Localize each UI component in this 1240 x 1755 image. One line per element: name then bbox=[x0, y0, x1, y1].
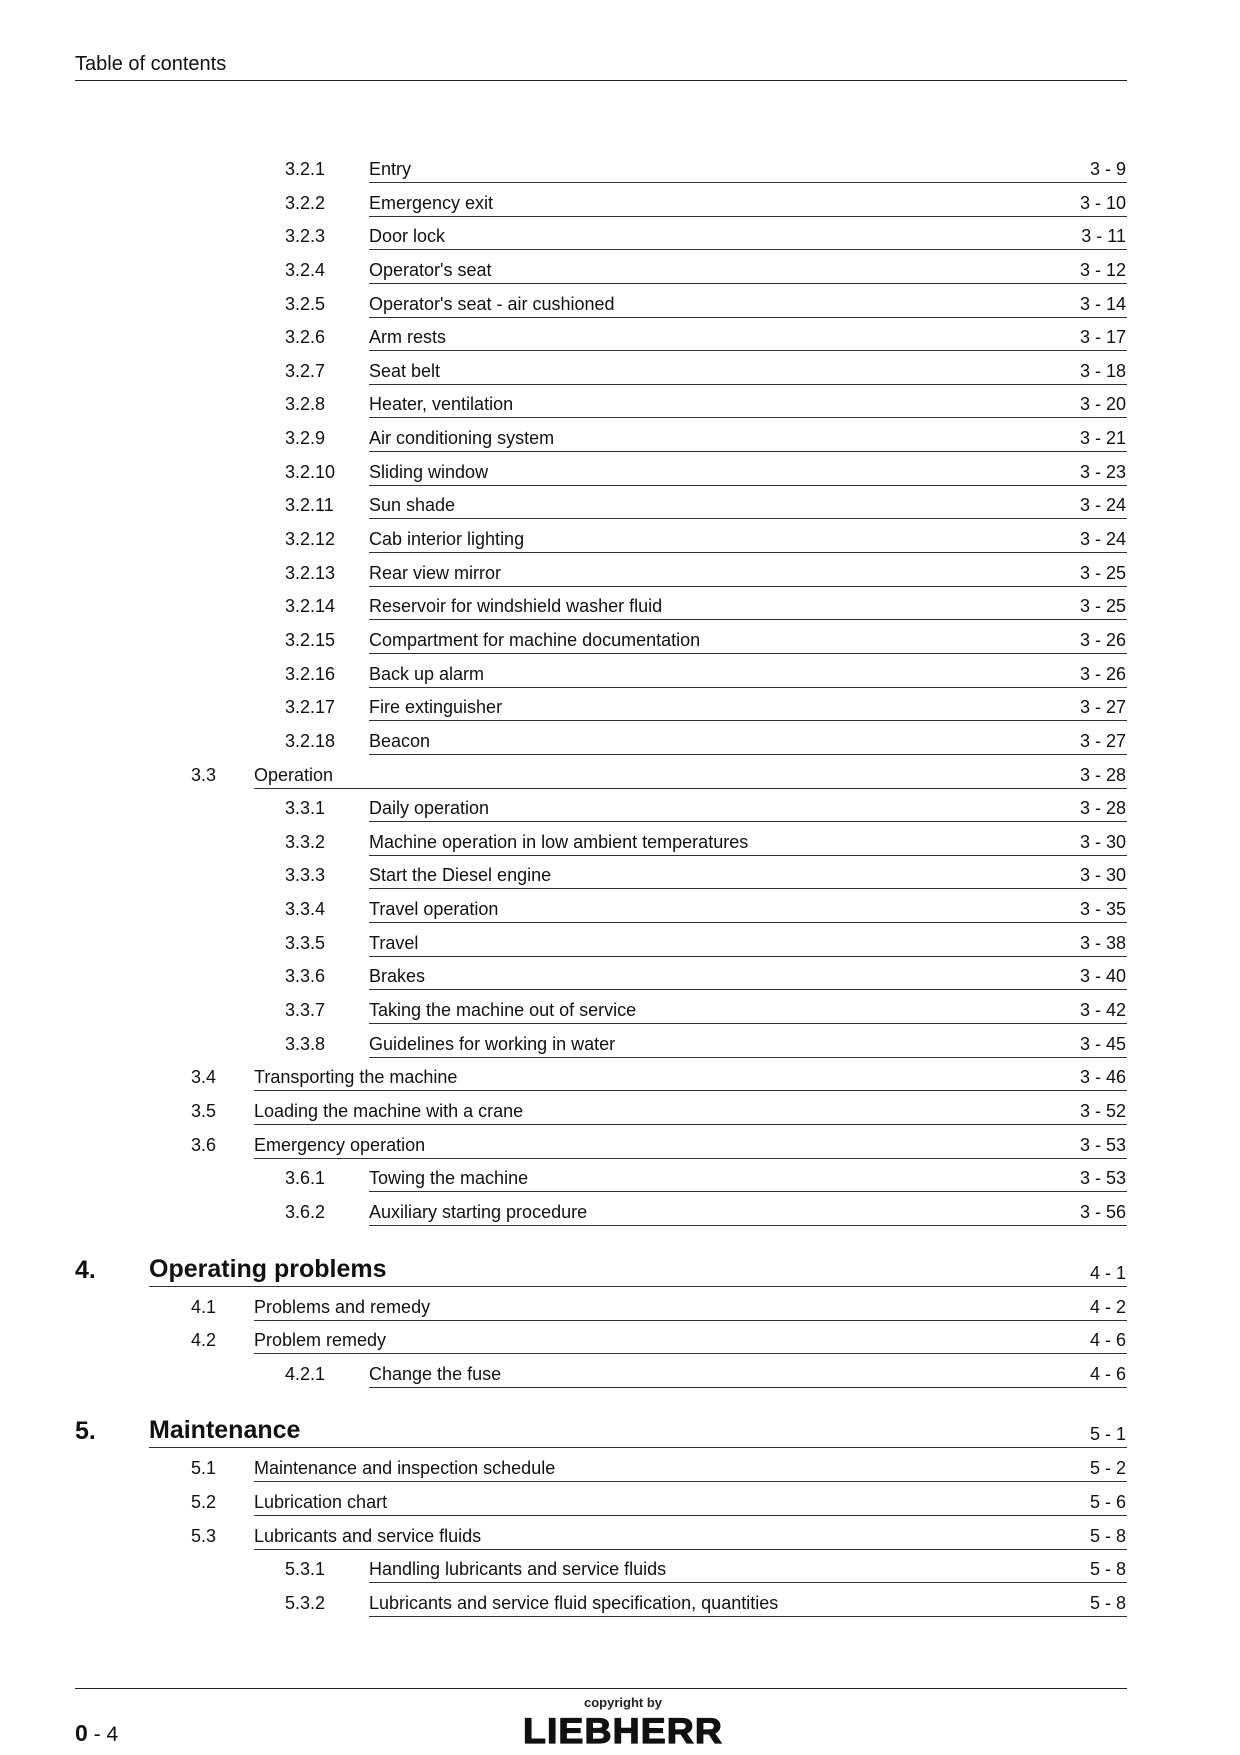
toc-page: 5 - 1 bbox=[1089, 1424, 1126, 1445]
toc-entry-line bbox=[369, 897, 1127, 923]
toc-row[interactable] bbox=[0, 489, 1240, 523]
section-gap bbox=[0, 1230, 1240, 1253]
toc-entry-line bbox=[369, 359, 1127, 385]
toc-title: Operator's seat bbox=[369, 259, 492, 280]
toc-entry-line bbox=[369, 157, 1127, 183]
toc-title: Maintenance and inspection schedule bbox=[254, 1458, 556, 1479]
toc-row[interactable] bbox=[0, 1587, 1240, 1621]
toc-entry-line bbox=[369, 1591, 1127, 1617]
toc-row[interactable] bbox=[0, 220, 1240, 254]
toc-page: 3 - 46 bbox=[1079, 1067, 1126, 1088]
toc-row[interactable] bbox=[0, 1358, 1240, 1392]
toc-entry-line bbox=[369, 1362, 1127, 1388]
toc-page: 3 - 35 bbox=[1079, 899, 1126, 920]
toc-number: 5. bbox=[75, 1417, 96, 1446]
page-header bbox=[75, 52, 1127, 81]
toc-entry-line bbox=[369, 863, 1127, 889]
toc-page: 3 - 10 bbox=[1079, 192, 1126, 213]
toc-number: 3.2.2 bbox=[285, 192, 326, 213]
toc-number: 3.2.3 bbox=[285, 226, 326, 247]
toc-page: 3 - 42 bbox=[1079, 1000, 1126, 1021]
toc-entry-line bbox=[369, 493, 1127, 519]
toc-number: 5.1 bbox=[191, 1458, 217, 1479]
toc-title: Transporting the machine bbox=[254, 1067, 458, 1088]
footer-divider bbox=[75, 1688, 1127, 1689]
toc-entry-line bbox=[369, 998, 1127, 1024]
toc-row[interactable] bbox=[0, 1324, 1240, 1358]
toc-number: 5.3.2 bbox=[285, 1592, 326, 1613]
toc-title: Maintenance bbox=[149, 1416, 301, 1445]
toc-page: 3 - 53 bbox=[1079, 1168, 1126, 1189]
toc-title: Lubricants and service fluids bbox=[254, 1525, 482, 1546]
toc-entry-line bbox=[369, 830, 1127, 856]
toc-page: 4 - 6 bbox=[1089, 1363, 1126, 1384]
toc-row[interactable] bbox=[0, 1291, 1240, 1325]
toc-entry-line bbox=[369, 695, 1127, 721]
header-title: Table of contents bbox=[75, 53, 227, 75]
toc-page: 5 - 6 bbox=[1089, 1492, 1126, 1513]
toc-page: 3 - 28 bbox=[1079, 798, 1126, 819]
toc-entry-line bbox=[254, 763, 1127, 789]
toc-number: 3.6.1 bbox=[285, 1168, 326, 1189]
toc-page: 3 - 20 bbox=[1079, 394, 1126, 415]
toc-number: 3.2.8 bbox=[285, 394, 326, 415]
toc-entry-line bbox=[149, 1414, 1127, 1448]
toc-page: 3 - 24 bbox=[1079, 529, 1126, 550]
toc-row[interactable] bbox=[0, 422, 1240, 456]
toc-title: Heater, ventilation bbox=[369, 394, 514, 415]
toc-title: Operator's seat - air cushioned bbox=[369, 293, 615, 314]
toc-title: Seat belt bbox=[369, 360, 441, 381]
toc-page: 3 - 53 bbox=[1079, 1134, 1126, 1155]
liebherr-logo-text: LIEBHERR bbox=[523, 1712, 723, 1748]
toc-page: 3 - 17 bbox=[1079, 327, 1126, 348]
toc-page: 3 - 30 bbox=[1079, 831, 1126, 852]
toc-page: 3 - 21 bbox=[1079, 428, 1126, 449]
toc-title: Problem remedy bbox=[254, 1330, 387, 1351]
toc-title: Arm rests bbox=[369, 327, 447, 348]
toc-title: Handling lubricants and service fluids bbox=[369, 1559, 667, 1580]
toc-title: Emergency operation bbox=[254, 1134, 426, 1155]
toc-page: 5 - 8 bbox=[1089, 1559, 1126, 1580]
toc-title: Problems and remedy bbox=[254, 1296, 431, 1317]
toc-number: 3.2.10 bbox=[285, 461, 336, 482]
toc-page: 3 - 9 bbox=[1089, 159, 1126, 179]
toc-entry-line bbox=[369, 325, 1127, 351]
toc-title: Cab interior lighting bbox=[369, 529, 525, 550]
toc-page: 5 - 2 bbox=[1089, 1458, 1126, 1479]
toc-number: 3.2.17 bbox=[285, 697, 336, 718]
toc-entry-line bbox=[369, 258, 1127, 284]
toc-number: 3.6.2 bbox=[285, 1201, 326, 1222]
toc-page: 3 - 14 bbox=[1079, 293, 1126, 314]
toc-entry-line bbox=[369, 1200, 1127, 1226]
toc-entry-line bbox=[369, 224, 1127, 250]
toc-entry-line bbox=[369, 628, 1127, 654]
toc-number: 5.2 bbox=[191, 1492, 217, 1513]
toc-number: 3.2.16 bbox=[285, 663, 336, 684]
toc-title: Air conditioning system bbox=[369, 428, 555, 449]
toc-number: 3.3.1 bbox=[285, 798, 326, 819]
toc-page: 5 - 8 bbox=[1089, 1525, 1126, 1546]
toc-title: Sun shade bbox=[369, 495, 456, 516]
toc-row[interactable] bbox=[0, 523, 1240, 557]
toc-number: 3.2.5 bbox=[285, 293, 326, 314]
toc-row[interactable] bbox=[0, 153, 1240, 187]
toc-number: 5.3 bbox=[191, 1525, 217, 1546]
toc-row[interactable] bbox=[0, 1452, 1240, 1486]
liebherr-logo bbox=[520, 1712, 726, 1748]
toc-chapter-row[interactable] bbox=[0, 1253, 1240, 1291]
toc-page: 4 - 1 bbox=[1089, 1262, 1126, 1283]
toc-page: 3 - 27 bbox=[1079, 697, 1126, 718]
toc-entry-line bbox=[369, 931, 1127, 957]
toc-row[interactable] bbox=[0, 1553, 1240, 1587]
toc-title: Towing the machine bbox=[369, 1168, 529, 1189]
toc-page: 3 - 40 bbox=[1079, 966, 1126, 987]
toc-row[interactable] bbox=[0, 893, 1240, 927]
toc-row[interactable] bbox=[0, 691, 1240, 725]
toc-page: 3 - 25 bbox=[1079, 596, 1126, 617]
toc-number: 4.2 bbox=[191, 1330, 217, 1351]
page-chapter: 0 bbox=[75, 1720, 88, 1746]
toc-title: Machine operation in low ambient temperatures bbox=[369, 831, 749, 852]
section-gap bbox=[0, 1391, 1240, 1414]
toc-page: 5 - 8 bbox=[1089, 1592, 1126, 1613]
toc-number: 3.3.6 bbox=[285, 966, 326, 987]
toc-row[interactable] bbox=[0, 1486, 1240, 1520]
toc-row[interactable] bbox=[0, 927, 1240, 961]
toc-title: Auxiliary starting procedure bbox=[369, 1201, 588, 1222]
toc-entry-line bbox=[369, 561, 1127, 587]
toc-row[interactable] bbox=[0, 1095, 1240, 1129]
toc-row[interactable] bbox=[0, 1028, 1240, 1062]
toc-number: 3.2.11 bbox=[285, 495, 334, 516]
toc-title: Lubricants and service fluid specification, quantities bbox=[369, 1592, 779, 1613]
toc-number: 4. bbox=[75, 1255, 96, 1284]
toc-number: 4.1 bbox=[191, 1296, 217, 1317]
toc-entry-line bbox=[254, 1328, 1127, 1354]
toc-entry-line bbox=[254, 1295, 1127, 1321]
toc-page: 3 - 56 bbox=[1079, 1201, 1126, 1222]
toc-row[interactable] bbox=[0, 725, 1240, 759]
toc-page: 3 - 25 bbox=[1079, 562, 1126, 583]
toc-entry-line bbox=[254, 1133, 1127, 1159]
toc-entry-line bbox=[369, 460, 1127, 486]
toc-page: 3 - 12 bbox=[1079, 259, 1126, 280]
toc-title: Entry bbox=[369, 159, 412, 179]
toc-title: Beacon bbox=[369, 730, 431, 751]
toc-page: 3 - 26 bbox=[1079, 629, 1126, 650]
toc-page: 3 - 30 bbox=[1079, 865, 1126, 886]
toc-number: 3.2.1 bbox=[285, 159, 326, 179]
copyright-text: copyright by bbox=[583, 1695, 662, 1710]
toc-row[interactable] bbox=[0, 187, 1240, 221]
page-index: 4 bbox=[106, 1723, 119, 1746]
toc-title: Guidelines for working in water bbox=[369, 1033, 616, 1054]
toc-page: 3 - 26 bbox=[1079, 663, 1126, 684]
toc-page: 3 - 38 bbox=[1079, 932, 1126, 953]
toc-number: 3.3.2 bbox=[285, 831, 326, 852]
toc-row[interactable] bbox=[0, 288, 1240, 322]
toc-title: Operating problems bbox=[149, 1254, 387, 1283]
toc-entry-line bbox=[254, 1099, 1127, 1125]
toc-row[interactable] bbox=[0, 557, 1240, 591]
toc-row[interactable] bbox=[0, 355, 1240, 389]
toc-row[interactable] bbox=[0, 1129, 1240, 1163]
toc-row[interactable] bbox=[0, 994, 1240, 1028]
toc-entry-line bbox=[369, 964, 1127, 990]
toc-page: 3 - 27 bbox=[1079, 730, 1126, 751]
toc-entry-line bbox=[149, 1253, 1127, 1287]
toc-page: 3 - 52 bbox=[1079, 1100, 1126, 1121]
toc-number: 3.6 bbox=[191, 1134, 217, 1155]
toc-page: 3 - 45 bbox=[1079, 1033, 1126, 1054]
toc-title: Back up alarm bbox=[369, 663, 485, 684]
toc-title: Taking the machine out of service bbox=[369, 1000, 637, 1021]
toc-number: 3.2.6 bbox=[285, 327, 326, 348]
toc-row[interactable] bbox=[0, 826, 1240, 860]
toc-entry-line bbox=[254, 1065, 1127, 1091]
toc-entry-line bbox=[369, 527, 1127, 553]
toc-number: 5.3.1 bbox=[285, 1559, 326, 1580]
toc-number: 3.2.7 bbox=[285, 360, 326, 381]
toc-title: Lubrication chart bbox=[254, 1492, 388, 1513]
toc-number: 3.3.3 bbox=[285, 865, 326, 886]
toc-page: 4 - 2 bbox=[1089, 1296, 1126, 1317]
toc-entry-line bbox=[369, 729, 1127, 755]
toc-row[interactable] bbox=[0, 1196, 1240, 1230]
toc-number: 3.3.5 bbox=[285, 932, 326, 953]
toc-title: Start the Diesel engine bbox=[369, 865, 552, 886]
toc-page: 3 - 24 bbox=[1079, 495, 1126, 516]
toc-page: 3 - 28 bbox=[1079, 764, 1126, 785]
toc-title: Loading the machine with a crane bbox=[254, 1100, 524, 1121]
toc-title: Operation bbox=[254, 764, 334, 785]
toc-entry-line bbox=[369, 292, 1127, 318]
toc-number: 3.2.18 bbox=[285, 730, 336, 751]
toc-number: 3.2.14 bbox=[285, 596, 336, 617]
toc-number: 3.3 bbox=[191, 764, 217, 785]
toc-row[interactable] bbox=[0, 456, 1240, 490]
toc-row[interactable] bbox=[0, 859, 1240, 893]
toc-entry-line bbox=[369, 392, 1127, 418]
toc-title: Sliding window bbox=[369, 461, 489, 482]
page-number bbox=[75, 1720, 118, 1747]
toc-number: 3.2.13 bbox=[285, 562, 336, 583]
toc-row[interactable] bbox=[0, 624, 1240, 658]
toc-row[interactable] bbox=[0, 960, 1240, 994]
toc-row[interactable] bbox=[0, 590, 1240, 624]
toc-number: 3.2.9 bbox=[285, 428, 326, 449]
toc-title: Travel bbox=[369, 932, 419, 953]
toc-row[interactable] bbox=[0, 658, 1240, 692]
toc-title: Emergency exit bbox=[369, 192, 494, 213]
toc-number: 3.3.4 bbox=[285, 899, 326, 920]
page-separator: - bbox=[87, 1723, 107, 1746]
toc-page: 3 - 11 bbox=[1081, 226, 1126, 247]
toc-number: 3.2.4 bbox=[285, 259, 326, 280]
toc-title: Compartment for machine documentation bbox=[369, 629, 701, 650]
toc-entry-line bbox=[369, 1032, 1127, 1058]
toc-page: 3 - 18 bbox=[1079, 360, 1126, 381]
toc-number: 3.4 bbox=[191, 1067, 217, 1088]
toc-title: Travel operation bbox=[369, 899, 499, 920]
toc-row[interactable] bbox=[0, 1061, 1240, 1095]
toc-row[interactable] bbox=[0, 321, 1240, 355]
toc-entry-line bbox=[254, 1490, 1127, 1516]
toc-row[interactable] bbox=[0, 792, 1240, 826]
toc-title: Change the fuse bbox=[369, 1363, 502, 1384]
toc-number: 3.2.15 bbox=[285, 629, 336, 650]
toc-row[interactable] bbox=[0, 254, 1240, 288]
table-of-contents bbox=[0, 153, 1240, 1621]
toc-entry-line bbox=[254, 1456, 1127, 1482]
toc-entry-line bbox=[369, 1557, 1127, 1583]
toc-row[interactable] bbox=[0, 1520, 1240, 1554]
toc-title: Brakes bbox=[369, 966, 426, 987]
toc-entry-line bbox=[369, 426, 1127, 452]
toc-number: 4.2.1 bbox=[285, 1363, 326, 1384]
toc-row[interactable] bbox=[0, 759, 1240, 793]
toc-number: 3.5 bbox=[191, 1100, 217, 1121]
toc-title: Daily operation bbox=[369, 798, 490, 819]
toc-title: Rear view mirror bbox=[369, 562, 502, 583]
toc-entry-line bbox=[369, 796, 1127, 822]
toc-page: 4 - 6 bbox=[1089, 1330, 1126, 1351]
toc-title: Fire extinguisher bbox=[369, 697, 503, 718]
toc-entry-line bbox=[254, 1524, 1127, 1550]
toc-row[interactable] bbox=[0, 388, 1240, 422]
toc-number: 3.2.12 bbox=[285, 529, 336, 550]
toc-number: 3.3.7 bbox=[285, 1000, 326, 1021]
toc-chapter-row[interactable] bbox=[0, 1414, 1240, 1452]
toc-entry-line bbox=[369, 662, 1127, 688]
toc-entry-line bbox=[369, 1166, 1127, 1192]
toc-entry-line bbox=[369, 594, 1127, 620]
toc-entry-line bbox=[369, 191, 1127, 217]
toc-number: 3.3.8 bbox=[285, 1033, 326, 1054]
toc-page: 3 - 23 bbox=[1079, 461, 1126, 482]
toc-title: Reservoir for windshield washer fluid bbox=[369, 596, 663, 617]
toc-title: Door lock bbox=[369, 226, 446, 247]
toc-row[interactable] bbox=[0, 1162, 1240, 1196]
